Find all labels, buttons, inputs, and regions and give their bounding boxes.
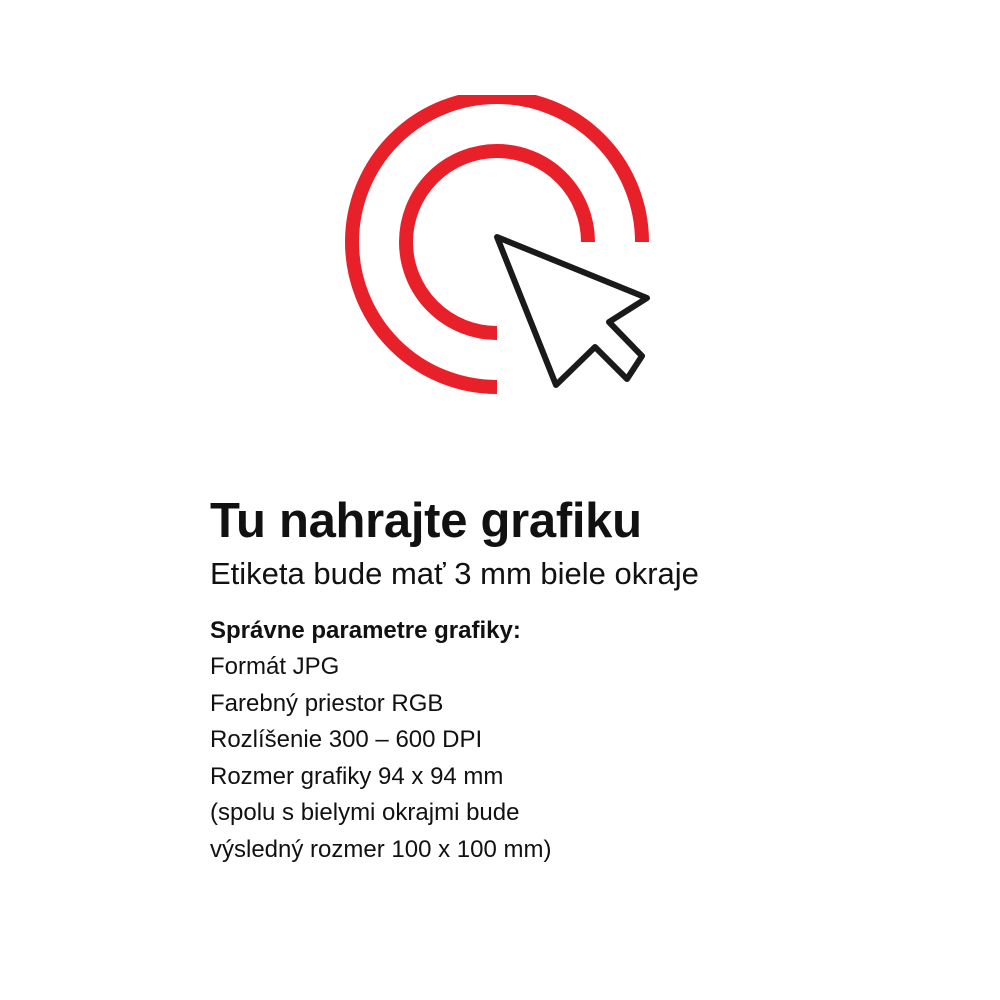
graphic-parameters: [210, 613, 910, 868]
mouse-cursor-arrow-icon: [497, 237, 647, 385]
parameter-size-note-line-2: výsledný rozmer 100 x 100 mm): [210, 835, 552, 863]
upload-subtitle: Etiketa bude mať 3 mm biele okraje: [210, 556, 699, 591]
click-cursor-target-icon-svg: [340, 95, 670, 405]
upload-instructions: [210, 490, 910, 868]
parameter-resolution: Rozlíšenie 300 – 600 DPI: [210, 726, 483, 753]
parameter-size: Rozmer grafiky 94 x 94 mm: [210, 762, 504, 790]
parameters-heading: Správne parametre grafiky:: [210, 617, 521, 644]
parameters-list: [210, 649, 910, 868]
click-cursor-target-icon[interactable]: [340, 95, 670, 405]
parameter-format: Formát JPG: [210, 653, 340, 680]
upload-title: Tu nahrajte grafiku: [210, 494, 642, 548]
parameter-size-note-line-1: (spolu s bielymi okrajmi bude: [210, 799, 520, 826]
parameter-color-space: Farebný priestor RGB: [210, 689, 444, 717]
